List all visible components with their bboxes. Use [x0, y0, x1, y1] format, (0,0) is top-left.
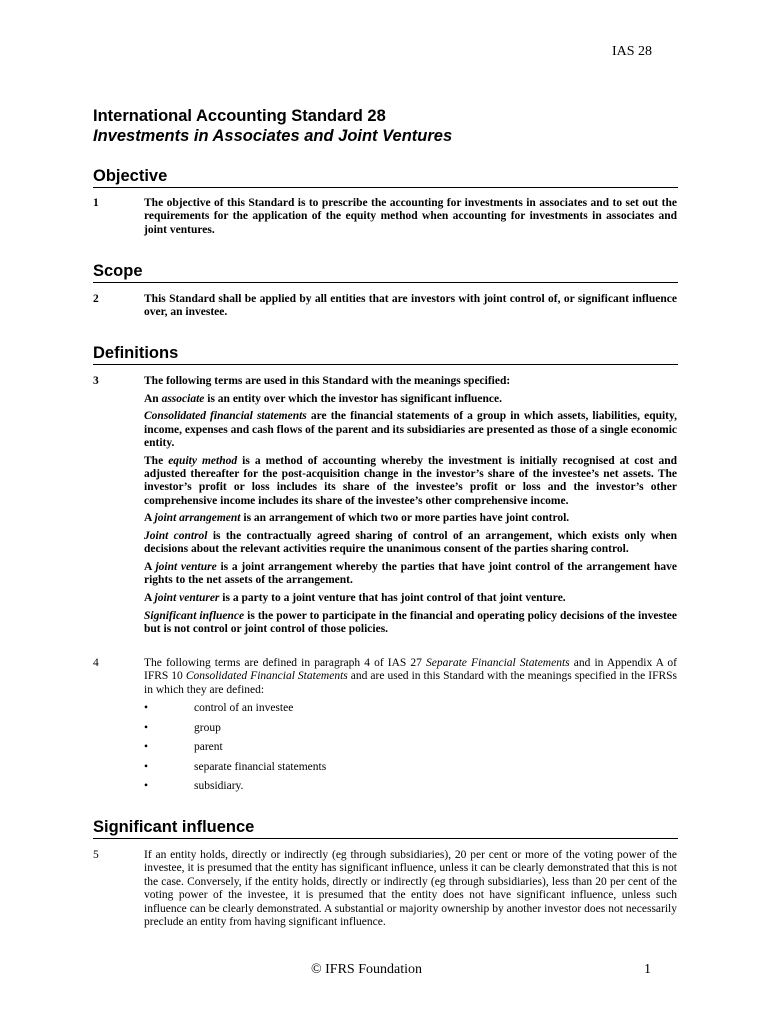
definition-joint-control: Joint control is the contractually agreed sharing of control of an arrangement, which exists only when decisions about the relevant activities require the unanimous consent of the parties sharing control. [144, 530, 677, 556]
paragraph-number: 3 [93, 375, 99, 387]
defined-term: joint arrangement [154, 512, 241, 525]
paragraph-text: This Standard shall be applied by all entities that are investors with joint control of, or significant influence over, an investee. [144, 293, 677, 319]
bullet: • [144, 780, 149, 792]
bullet: • [144, 702, 149, 714]
heading-significant-influence: Significant influence [93, 817, 678, 839]
definition-associate: An associate is an entity over which the investor has significant influence. [144, 392, 503, 405]
running-header: IAS 28 [611, 44, 652, 59]
heading-scope: Scope [93, 261, 678, 283]
bullet: • [144, 760, 149, 773]
definition-significant-influence: Significant influence is the power to participate in the financial and operating policy decisions of the investee but is not control or joint control of those policies. [144, 609, 677, 635]
defined-term: joint venturer [154, 592, 220, 604]
bullet: • [144, 741, 149, 753]
document-subtitle: Investments in Associates and Joint Ventures [93, 127, 453, 145]
paragraph-number: 1 [93, 197, 99, 209]
definition-joint-arrangement: A joint arrangement is an arrangement of which two or more parties have joint control. [144, 512, 570, 525]
heading-objective: Objective [93, 166, 678, 188]
footer-copyright: © IFRS Foundation [311, 962, 422, 977]
paragraph-text: If an entity holds, directly or indirectly (eg through subsidiaries), 20 per cent or more of the voting power of the investee, it is presumed that the entity has significant influence, unless it can be clearly demonstrated that this is not the case. Conversely, if the entity holds, directly or indirectly (eg through subsidiaries), less than 20 per cent of the voting power of the investee, it is presumed that the entity does not have significant influence, unless such influence can be clearly demonstrated. A substantial or majority ownership by another investor does not necessarily preclude an entity from having significant influence. [144, 849, 677, 929]
page-number: 1 [644, 962, 651, 977]
paragraph-3 [93, 375, 677, 636]
heading-definitions: Definitions [93, 343, 678, 365]
bullet: • [144, 721, 149, 734]
title-block [93, 106, 452, 146]
definition-equity-method: The equity method is a method of accounting whereby the investment is initially recognised at cost and adjusted thereafter for the post-acquisition change in the investor’s share of the investee’s net assets. The investor’s profit or loss includes its share of the investee’s profit or loss and the investor’s other comprehensive income includes its share of the investee’s other comprehensive income. [144, 454, 677, 507]
paragraph-1 [93, 197, 677, 237]
ifrs-10-title: Consolidated Financial Statements [185, 670, 348, 683]
defined-term: Significant influence [144, 609, 245, 622]
defined-term: joint venture [155, 561, 217, 573]
definitions-intro: The following terms are used in this Standard with the meanings specified: [144, 375, 511, 387]
paragraph-text: The following terms are defined in paragraph 4 of IAS 27 Separate Financial Statements and in Appendix A of IFRS 10 Consolidated Financial Statements and are used in this Standard with the meanings specified in the IFRSs in which they are defined: [144, 657, 678, 696]
paragraph-number: 4 [93, 657, 99, 669]
paragraph-number: 2 [93, 293, 99, 305]
ias-27-title: Separate Financial Statements [426, 657, 570, 669]
document-title: International Accounting Standard 28 [93, 107, 386, 125]
defined-term: Consolidated financial statements [144, 410, 307, 423]
paragraph-4 [93, 657, 677, 697]
paragraph-text: The objective of this Standard is to prescribe the accounting for investments in associates and to set out the requirements for the application of the equity method when accounting for investments in associates and joint ventures. [144, 197, 677, 236]
definition-joint-venture: A joint venture is a joint arrangement whereby the parties that have joint control of the arrangement have rights to the net assets of the arrangement. [144, 561, 677, 587]
paragraph-5 [93, 849, 677, 929]
defined-term: Joint control [144, 530, 208, 542]
definition-joint-venturer: A joint venturer is a party to a joint venture that has joint control of that joint venture. [144, 592, 566, 604]
defined-term: equity method [168, 454, 238, 467]
paragraph-number: 5 [93, 849, 99, 861]
paragraph-2 [93, 293, 677, 320]
definition-consolidated-financial-statements: Consolidated financial statements are the financial statements of a group in which assets, liabilities, equity, income, expenses and cash flows of the parent and its subsidiaries are presented as those of a single economic entity. [144, 410, 677, 449]
defined-term: associate [161, 392, 205, 405]
